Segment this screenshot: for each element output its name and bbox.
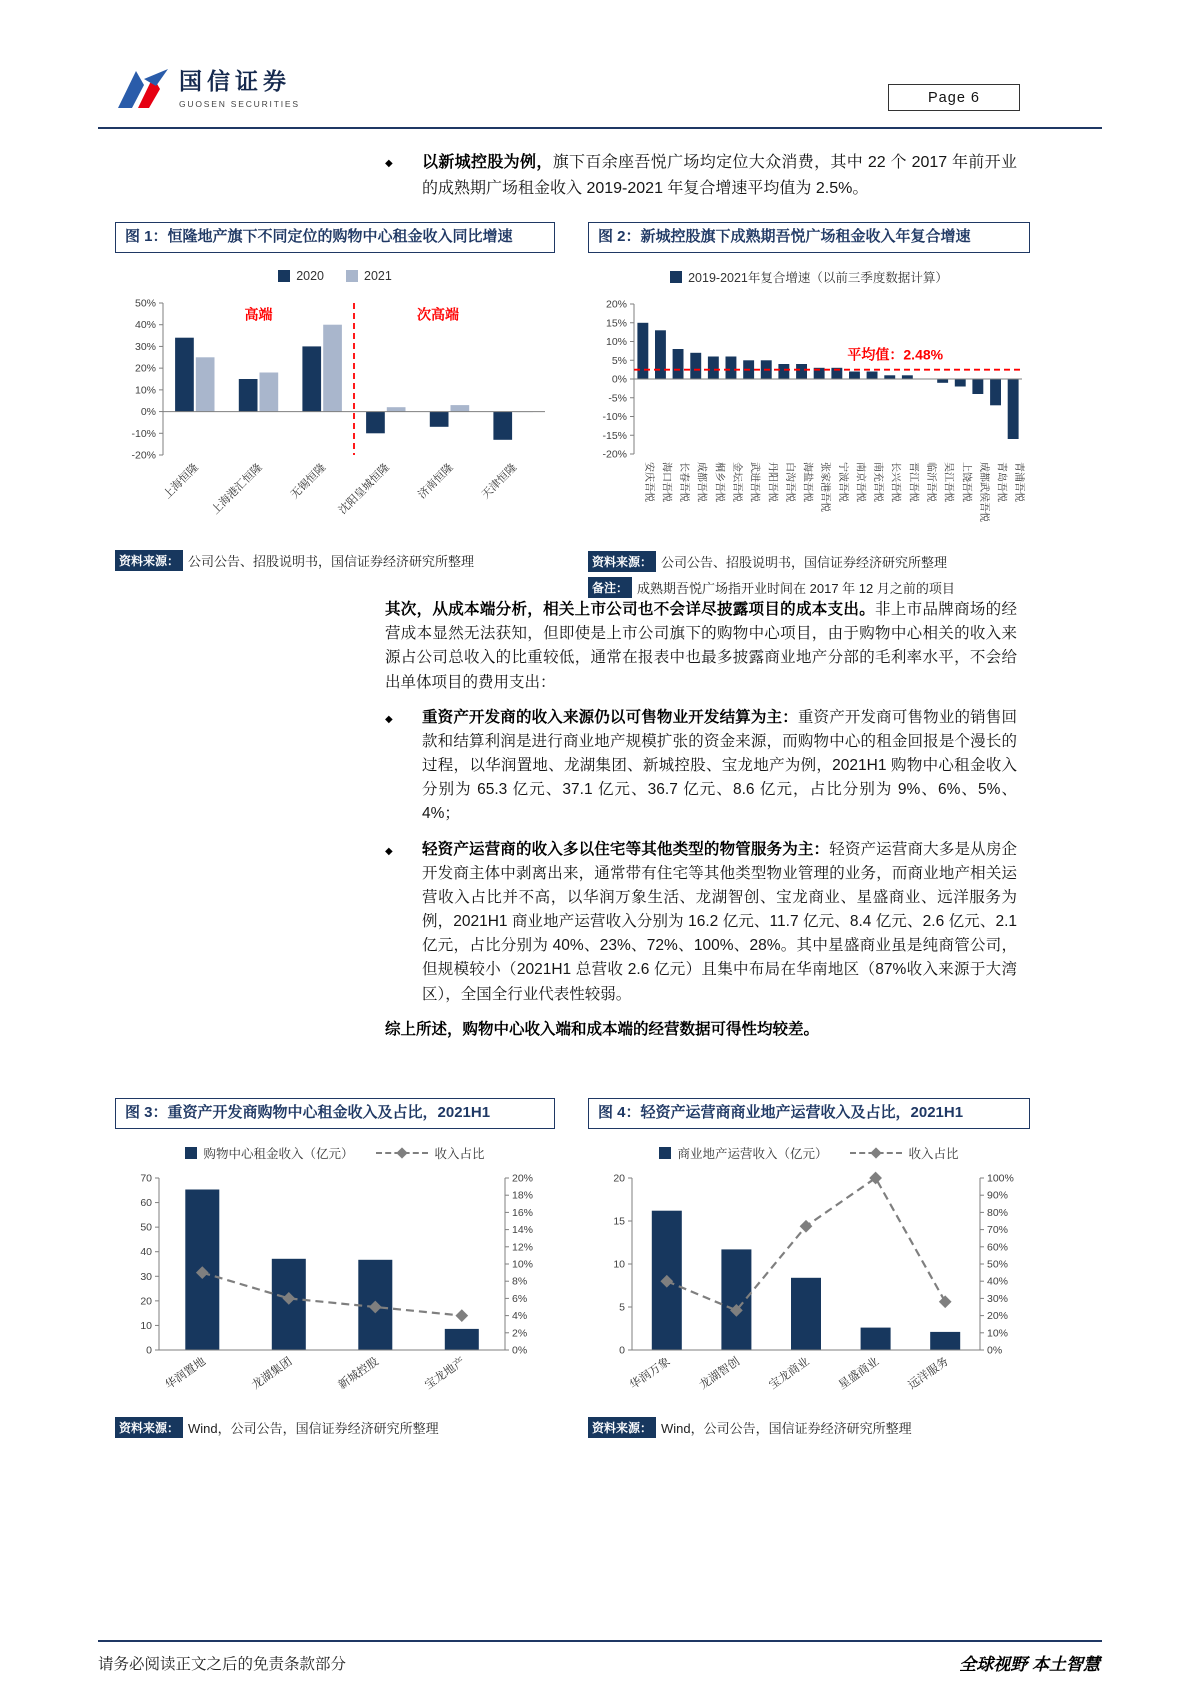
legend-label: 收入占比 xyxy=(434,1146,485,1161)
svg-text:次高端: 次高端 xyxy=(417,306,460,323)
svg-text:10%: 10% xyxy=(987,1327,1009,1340)
svg-text:20%: 20% xyxy=(987,1309,1009,1322)
svg-text:丹阳吾悦: 丹阳吾悦 xyxy=(766,461,778,502)
footer-rule xyxy=(98,1640,1102,1642)
cost-analysis-lead-bold: 其次，从成本端分析，相关上市公司也不会详尽披露项目的成本支出。 xyxy=(385,601,876,618)
svg-text:18%: 18% xyxy=(512,1189,534,1202)
svg-text:桐乡吾悦: 桐乡吾悦 xyxy=(713,461,725,502)
source-text: 公司公告、招股说明书，国信证券经济研究所整理 xyxy=(188,553,475,569)
figure-3 xyxy=(115,1098,555,1438)
diamond-marker-icon xyxy=(396,1147,407,1158)
brand-logo xyxy=(115,66,300,112)
svg-text:10%: 10% xyxy=(134,384,156,397)
source-text: Wind，公司公告，国信证券经济研究所整理 xyxy=(188,1420,439,1436)
figure-row-2 xyxy=(115,1098,1030,1438)
svg-text:70: 70 xyxy=(140,1172,152,1185)
svg-text:12%: 12% xyxy=(512,1241,534,1254)
brand-name-en: GUOSEN SECURITIES xyxy=(179,98,300,109)
figure-2-source xyxy=(588,551,1030,572)
legend-swatch xyxy=(659,1147,671,1159)
svg-text:沈阳皇城恒隆: 沈阳皇城恒隆 xyxy=(336,461,392,517)
intro-body-text: 旗下百余座吾悦广场均定位大众消费，其中 22 个 2017 年前开业的成熟期广场租金收入 2019-2021 年复合增速平均值为 2.5%。 xyxy=(422,154,1017,197)
svg-text:星盛商业: 星盛商业 xyxy=(836,1355,882,1392)
figure-1 xyxy=(115,222,555,598)
figure-4-title: 图 4：轻资产运营商商业地产运营收入及占比，2021H1 xyxy=(588,1098,1030,1129)
svg-text:-5%: -5% xyxy=(608,392,627,404)
svg-text:80%: 80% xyxy=(987,1206,1009,1219)
svg-text:30%: 30% xyxy=(134,340,156,353)
svg-text:5: 5 xyxy=(619,1301,625,1314)
svg-text:40: 40 xyxy=(140,1245,152,1258)
brand-text xyxy=(179,69,300,108)
svg-text:宁波吾悦: 宁波吾悦 xyxy=(836,461,848,502)
brand-name-cn: 国信证券 xyxy=(179,68,291,95)
svg-text:上海港汇恒隆: 上海港汇恒隆 xyxy=(209,461,265,517)
figure-2-legend xyxy=(588,268,1030,286)
svg-text:-10%: -10% xyxy=(131,427,156,440)
svg-text:20: 20 xyxy=(140,1295,152,1308)
figure-3-title: 图 3：重资产开发商购物中心租金收入及占比，2021H1 xyxy=(115,1098,555,1129)
legend-swatch xyxy=(346,270,358,282)
svg-text:青浦吾悦: 青浦吾悦 xyxy=(1013,461,1025,502)
svg-text:远洋服务: 远洋服务 xyxy=(906,1355,951,1392)
legend-item-cagr xyxy=(670,268,948,286)
svg-text:龙湖智创: 龙湖智创 xyxy=(697,1355,743,1392)
figure-3-chart xyxy=(115,1166,555,1411)
body-text-section xyxy=(385,598,1017,1042)
light-asset-bullet xyxy=(385,838,1017,1007)
figure-1-source xyxy=(115,550,555,571)
svg-text:成都武侯吾悦: 成都武侯吾悦 xyxy=(977,461,989,522)
svg-text:16%: 16% xyxy=(512,1206,534,1219)
svg-text:20%: 20% xyxy=(134,362,156,375)
dashed-line-sample-icon xyxy=(376,1152,428,1154)
svg-text:-20%: -20% xyxy=(602,448,627,461)
svg-text:0%: 0% xyxy=(987,1344,1003,1357)
figure-2-chart xyxy=(588,290,1030,545)
footer-disclaimer: 请务必阅读正文之后的免责条款部分 xyxy=(98,1656,347,1673)
svg-text:-20%: -20% xyxy=(131,449,156,462)
source-text: Wind，公司公告，国信证券经济研究所整理 xyxy=(661,1420,912,1436)
svg-text:青岛吾悦: 青岛吾悦 xyxy=(995,461,1007,502)
fig4-svg xyxy=(588,1166,1030,1406)
light-asset-rest: 轻资产运营商大多是从房企开发商主体中剥离出来，通常带有住宅等其他类型物业管理的业务，而商业地产相关运营收入占比并不高，以华润万象生活、龙湖智创、宝龙商业、星盛商业、远洋服务为例，2021H1 商业地产运营收入分别为 16.2 亿元、11.7 亿元、8.4 亿元、2.6 亿元、2.1 亿元，占比分别为 40%、23%、72%、100%、28%。其中星盛商业虽是纯商管公司，但规模较小（2021H1 总营收 2.6 亿元）且集中布局在华南地区（87%收入来源于大湾区），全国全行业代表性较弱。 xyxy=(422,840,1017,1003)
svg-text:15%: 15% xyxy=(605,317,627,329)
svg-text:0%: 0% xyxy=(140,405,156,418)
bullet-diamond-icon: ◆ xyxy=(385,845,393,857)
heavy-asset-bullet xyxy=(385,706,1017,827)
svg-text:10%: 10% xyxy=(512,1258,534,1271)
svg-text:50%: 50% xyxy=(134,297,156,310)
source-tag: 资料来源： xyxy=(115,550,183,571)
svg-text:海口吾悦: 海口吾悦 xyxy=(660,461,672,502)
header-rule xyxy=(98,127,1102,129)
svg-text:晋江吾悦: 晋江吾悦 xyxy=(907,461,919,502)
figure-1-title: 图 1：恒隆地产旗下不同定位的购物中心租金收入同比增速 xyxy=(115,222,555,253)
source-tag: 资料来源： xyxy=(588,1417,656,1438)
fig2-svg xyxy=(588,290,1030,540)
legend-label: 2020 xyxy=(296,269,324,284)
svg-text:-10%: -10% xyxy=(602,410,627,423)
heavy-asset-text xyxy=(422,706,1017,827)
conclusion-paragraph xyxy=(385,1018,1017,1042)
intro-text xyxy=(422,150,1017,201)
svg-text:0: 0 xyxy=(146,1344,152,1357)
source-tag: 资料来源： xyxy=(115,1417,183,1438)
legend-swatch xyxy=(670,271,682,283)
svg-text:无锡恒隆: 无锡恒隆 xyxy=(288,461,329,501)
svg-text:张家港吾悦: 张家港吾悦 xyxy=(819,461,831,512)
svg-text:90%: 90% xyxy=(987,1189,1009,1202)
legend-label: 收入占比 xyxy=(908,1146,959,1161)
svg-text:2%: 2% xyxy=(512,1327,528,1340)
fig1-svg xyxy=(115,289,555,539)
figure-4-chart xyxy=(588,1166,1030,1411)
figure-1-legend xyxy=(115,268,555,285)
footer-slogan: 全球视野 本土智慧 xyxy=(959,1655,1100,1674)
light-asset-lead-bold: 轻资产运营商的收入多以住宅等其他类型的物管服务为主： xyxy=(422,840,830,858)
svg-text:长兴吾悦: 长兴吾悦 xyxy=(889,461,901,502)
svg-text:20%: 20% xyxy=(512,1172,534,1185)
legend-label: 2019-2021年复合增速（以前三季度数据计算） xyxy=(688,270,948,285)
figure-2 xyxy=(588,222,1030,598)
svg-text:天津恒隆: 天津恒隆 xyxy=(479,461,520,501)
svg-text:100%: 100% xyxy=(987,1172,1014,1185)
legend-item-2020 xyxy=(278,269,324,283)
svg-text:0%: 0% xyxy=(611,373,627,386)
note-tag: 备注： xyxy=(588,577,632,598)
svg-text:-15%: -15% xyxy=(602,429,627,442)
svg-text:10: 10 xyxy=(140,1319,152,1332)
bullet-diamond-icon: ◆ xyxy=(385,713,393,725)
svg-text:14%: 14% xyxy=(512,1223,534,1236)
note-text: 成熟期吾悦广场指开业时间在 2017 年 12 月之前的项目 xyxy=(637,580,955,596)
svg-text:南京吾悦: 南京吾悦 xyxy=(854,461,866,502)
svg-text:40%: 40% xyxy=(134,318,156,331)
legend-item-income-share xyxy=(376,1144,485,1162)
svg-text:0%: 0% xyxy=(512,1344,528,1357)
figure-row-1 xyxy=(115,222,1030,598)
figure-3-legend xyxy=(115,1144,555,1162)
source-tag: 资料来源： xyxy=(588,551,656,572)
svg-text:4%: 4% xyxy=(512,1309,528,1322)
heavy-asset-lead-bold: 重资产开发商的收入来源仍以可售物业开发结算为主： xyxy=(422,708,798,726)
svg-text:新城控股: 新城控股 xyxy=(336,1355,381,1392)
cost-analysis-paragraph xyxy=(385,598,1017,695)
legend-item-income-share xyxy=(850,1144,959,1162)
svg-text:高端: 高端 xyxy=(244,306,273,323)
svg-text:临沂吾悦: 临沂吾悦 xyxy=(925,461,936,502)
svg-text:海盐吾悦: 海盐吾悦 xyxy=(801,461,813,502)
diamond-marker-icon xyxy=(870,1147,881,1158)
source-text: 公司公告、招股说明书，国信证券经济研究所整理 xyxy=(661,554,948,570)
figure-4-legend xyxy=(588,1144,1030,1162)
svg-text:宝龙地产: 宝龙地产 xyxy=(422,1355,468,1392)
brand-logo-icon xyxy=(115,66,169,112)
svg-text:华润万象: 华润万象 xyxy=(627,1355,673,1392)
svg-text:5%: 5% xyxy=(611,354,627,367)
figure-4 xyxy=(588,1098,1030,1438)
svg-text:6%: 6% xyxy=(512,1292,528,1305)
svg-text:20: 20 xyxy=(613,1172,625,1185)
cost-analysis-rest: 非上市品牌商场的经营成本显然无法获知，但即使是上市公司旗下的购物中心项目，由于购物中心相关的收入来源占公司总收入的比重较低，通常在报表中也最多披露商业地产分部的毛利率水平，不会给出单体项目的费用支出： xyxy=(385,601,1017,691)
svg-text:15: 15 xyxy=(613,1215,625,1228)
svg-text:平均值：2.48%: 平均值：2.48% xyxy=(847,346,944,363)
svg-text:60%: 60% xyxy=(987,1241,1009,1254)
legend-swatch xyxy=(278,270,290,282)
intro-paragraph xyxy=(385,150,1017,201)
heavy-asset-rest: 重资产开发商可售物业的销售回款和结算利润是进行商业地产规模扩张的资金来源，而购物中心的租金回报是个漫长的过程，以华润置地、龙湖集团、新城控股、宝龙地产为例，2021H1 购物中心租金收入分别为 65.3 亿元、37.1 亿元、36.7 亿元、8.6 亿元，占比分别为 9%、6%、5%、4%； xyxy=(422,708,1017,823)
svg-text:8%: 8% xyxy=(512,1275,528,1288)
figure-2-title: 图 2：新城控股旗下成熟期吾悦广场租金收入年复合增速 xyxy=(588,222,1030,253)
svg-text:0: 0 xyxy=(619,1344,625,1357)
legend-item-2021 xyxy=(346,269,392,283)
intro-lead-bold: 以新城控股为例， xyxy=(422,154,553,171)
svg-text:济南恒隆: 济南恒隆 xyxy=(416,461,456,501)
svg-text:武进吾悦: 武进吾悦 xyxy=(748,461,760,502)
dashed-line-sample-icon xyxy=(850,1152,902,1154)
svg-text:上饶吾悦: 上饶吾悦 xyxy=(960,461,972,502)
svg-text:吴江吾悦: 吴江吾悦 xyxy=(942,461,954,502)
legend-label: 2021 xyxy=(364,269,392,284)
svg-text:60: 60 xyxy=(140,1196,152,1209)
svg-text:安庆吾悦: 安庆吾悦 xyxy=(642,461,654,502)
svg-text:白沟吾悦: 白沟吾悦 xyxy=(783,461,795,502)
svg-text:宝龙商业: 宝龙商业 xyxy=(767,1355,812,1392)
legend-item-rent-income xyxy=(185,1144,353,1162)
figure-3-source xyxy=(115,1417,555,1438)
svg-text:50: 50 xyxy=(140,1221,152,1234)
fig3-svg xyxy=(115,1166,555,1406)
legend-item-operating-income xyxy=(659,1144,827,1162)
svg-text:30: 30 xyxy=(140,1270,152,1283)
svg-text:10: 10 xyxy=(613,1258,625,1271)
legend-swatch xyxy=(185,1147,197,1159)
svg-text:长春吾悦: 长春吾悦 xyxy=(678,461,690,502)
figure-2-note xyxy=(588,577,1030,598)
svg-text:70%: 70% xyxy=(987,1223,1009,1236)
light-asset-text xyxy=(422,838,1017,1007)
page-number-box: Page 6 xyxy=(888,84,1020,111)
svg-text:40%: 40% xyxy=(987,1275,1009,1288)
svg-text:成都吾悦: 成都吾悦 xyxy=(695,461,707,502)
figure-1-chart xyxy=(115,289,555,544)
bullet-diamond-icon: ◆ xyxy=(385,158,393,169)
svg-text:20%: 20% xyxy=(605,298,627,311)
svg-text:龙湖集团: 龙湖集团 xyxy=(249,1355,295,1392)
figure-4-source xyxy=(588,1417,1030,1438)
svg-text:50%: 50% xyxy=(987,1258,1009,1271)
conclusion-bold: 综上所述，购物中心收入端和成本端的经营数据可得性均较差。 xyxy=(385,1020,820,1038)
svg-text:金坛吾悦: 金坛吾悦 xyxy=(731,461,742,502)
svg-text:30%: 30% xyxy=(987,1292,1009,1305)
svg-text:南充吾悦: 南充吾悦 xyxy=(872,461,884,502)
legend-label: 商业地产运营收入（亿元） xyxy=(677,1146,828,1161)
svg-text:华润置地: 华润置地 xyxy=(163,1355,208,1392)
svg-text:上海恒隆: 上海恒隆 xyxy=(161,461,201,501)
legend-label: 购物中心租金收入（亿元） xyxy=(203,1146,354,1161)
svg-text:10%: 10% xyxy=(605,335,627,348)
